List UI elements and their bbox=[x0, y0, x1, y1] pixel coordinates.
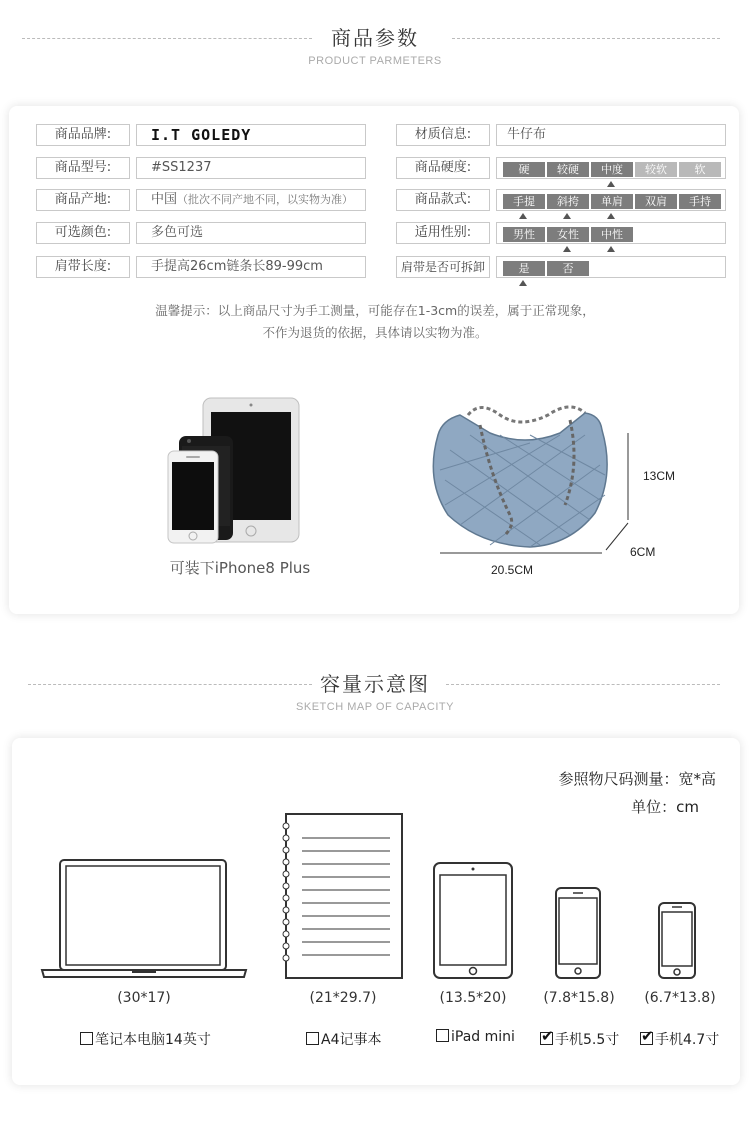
checkmark-icon bbox=[640, 1032, 653, 1045]
option-tag: 较硬 bbox=[547, 162, 589, 177]
param-strap-detachable bbox=[396, 256, 726, 278]
phone-small-icon bbox=[657, 901, 697, 980]
checkbox-icon bbox=[80, 1032, 93, 1045]
section-subtitle: SKETCH MAP OF CAPACITY bbox=[296, 701, 454, 713]
param-brand bbox=[36, 124, 366, 146]
tablet-icon bbox=[432, 861, 514, 980]
param-model bbox=[36, 157, 366, 179]
capacity-item-tablet bbox=[436, 1029, 515, 1045]
param-options bbox=[496, 157, 726, 179]
param-options bbox=[496, 222, 726, 244]
selected-marker bbox=[607, 213, 615, 219]
checkbox-icon bbox=[436, 1029, 449, 1042]
param-gender bbox=[396, 222, 726, 244]
option-tag: 是 bbox=[503, 261, 545, 276]
notice-line-1: 温馨提示：以上商品尺寸为手工测量，可能存在1-3cm的误差，属于正常现象， bbox=[155, 303, 595, 318]
param-options bbox=[496, 256, 726, 278]
option-tag: 单肩 bbox=[591, 194, 633, 209]
selected-marker bbox=[563, 213, 571, 219]
option-tag: 手持 bbox=[679, 194, 721, 209]
bag-illustration bbox=[420, 395, 640, 565]
param-label: 商品款式: bbox=[396, 189, 490, 211]
selected-marker bbox=[563, 246, 571, 252]
selected-marker bbox=[607, 246, 615, 252]
phone-caption: 可装下iPhone8 Plus bbox=[169, 559, 311, 577]
option-tag: 硬 bbox=[503, 162, 545, 177]
capacity-item-phone-large bbox=[540, 1029, 619, 1049]
notebook-icon bbox=[278, 812, 404, 980]
option-tag: 手提 bbox=[503, 194, 545, 209]
reference-measure-text: 参照物尺码测量：宽*高 bbox=[558, 770, 716, 788]
notice-line-2: 不作为退货的依据，具体请以实物为准。 bbox=[262, 325, 488, 340]
option-tag: 否 bbox=[547, 261, 589, 276]
param-options bbox=[496, 189, 726, 211]
section-title: 容量示意图 bbox=[320, 672, 430, 696]
option-tag: 斜挎 bbox=[547, 194, 589, 209]
param-value bbox=[136, 189, 366, 211]
divider-left bbox=[28, 684, 312, 685]
param-label: 商品产地: bbox=[36, 189, 130, 211]
bag-height-label: 13CM bbox=[643, 469, 676, 483]
param-label: 商品硬度: bbox=[396, 157, 490, 179]
selected-marker bbox=[607, 181, 615, 187]
option-tag: 中度 bbox=[591, 162, 633, 177]
divider-left bbox=[22, 38, 312, 39]
bag-depth-label: 6CM bbox=[630, 545, 656, 559]
section-subtitle: PRODUCT PARMETERS bbox=[308, 55, 442, 67]
param-value: 牛仔布 bbox=[496, 124, 726, 146]
capacity-size-tablet: (13.5*20) bbox=[439, 990, 507, 1006]
capacity-size-notebook: (21*29.7) bbox=[309, 990, 377, 1006]
param-value: #SS1237 bbox=[136, 157, 366, 179]
capacity-item-phone-small bbox=[640, 1029, 719, 1049]
capacity-item-laptop bbox=[80, 1029, 211, 1049]
option-tag: 中性 bbox=[591, 227, 633, 242]
item-label: 手机4.7寸 bbox=[655, 1032, 720, 1048]
capacity-item-notebook bbox=[306, 1029, 381, 1049]
option-tag: 男性 bbox=[503, 227, 545, 242]
option-tag: 较软 bbox=[635, 162, 677, 177]
param-material bbox=[396, 124, 726, 146]
capacity-size-phone-large: (7.8*15.8) bbox=[543, 990, 615, 1006]
brand-name: I.T GOLEDY bbox=[151, 126, 252, 144]
capacity-size-phone-small: (6.7*13.8) bbox=[644, 990, 716, 1006]
phone-large-icon bbox=[554, 886, 602, 980]
param-label: 肩带是否可拆卸 bbox=[396, 256, 490, 278]
option-tag: 女性 bbox=[547, 227, 589, 242]
param-label: 商品型号: bbox=[36, 157, 130, 179]
selected-marker bbox=[519, 280, 527, 286]
item-label: 手机5.5寸 bbox=[555, 1032, 620, 1048]
checkbox-icon bbox=[306, 1032, 319, 1045]
divider-right bbox=[446, 684, 720, 685]
param-value: 多色可选 bbox=[136, 222, 366, 244]
param-label: 材质信息: bbox=[396, 124, 490, 146]
param-value: 手提高26cm链条长89-99cm bbox=[136, 256, 366, 278]
item-label: iPad mini bbox=[451, 1029, 515, 1045]
param-style bbox=[396, 189, 726, 211]
divider-right bbox=[452, 38, 720, 39]
capacity-size-laptop: (30*17) bbox=[117, 990, 171, 1006]
origin-value: 中国 bbox=[151, 192, 178, 207]
option-tag: 软 bbox=[679, 162, 721, 177]
param-value bbox=[136, 124, 366, 146]
param-colors bbox=[36, 222, 366, 244]
section-header-params bbox=[0, 22, 750, 67]
bag-width-label: 20.5CM bbox=[491, 563, 534, 577]
item-label: A4记事本 bbox=[321, 1032, 382, 1048]
selected-marker bbox=[519, 213, 527, 219]
unit-text: 单位：cm bbox=[631, 798, 699, 816]
devices-illustration bbox=[165, 395, 305, 545]
param-label: 商品品牌: bbox=[36, 124, 130, 146]
laptop-icon bbox=[40, 858, 248, 980]
param-label: 肩带长度: bbox=[36, 256, 130, 278]
section-header-capacity bbox=[0, 668, 750, 713]
item-label: 笔记本电脑14英寸 bbox=[95, 1032, 211, 1048]
option-tag: 双肩 bbox=[635, 194, 677, 209]
param-origin bbox=[36, 189, 366, 211]
param-strap-length bbox=[36, 256, 366, 278]
checkmark-icon bbox=[540, 1032, 553, 1045]
param-label: 适用性别: bbox=[396, 222, 490, 244]
origin-note: （批次不同产地不同，以实物为准） bbox=[177, 193, 354, 206]
param-hardness bbox=[396, 157, 726, 179]
param-label: 可选颜色: bbox=[36, 222, 130, 244]
section-title: 商品参数 bbox=[331, 26, 419, 50]
